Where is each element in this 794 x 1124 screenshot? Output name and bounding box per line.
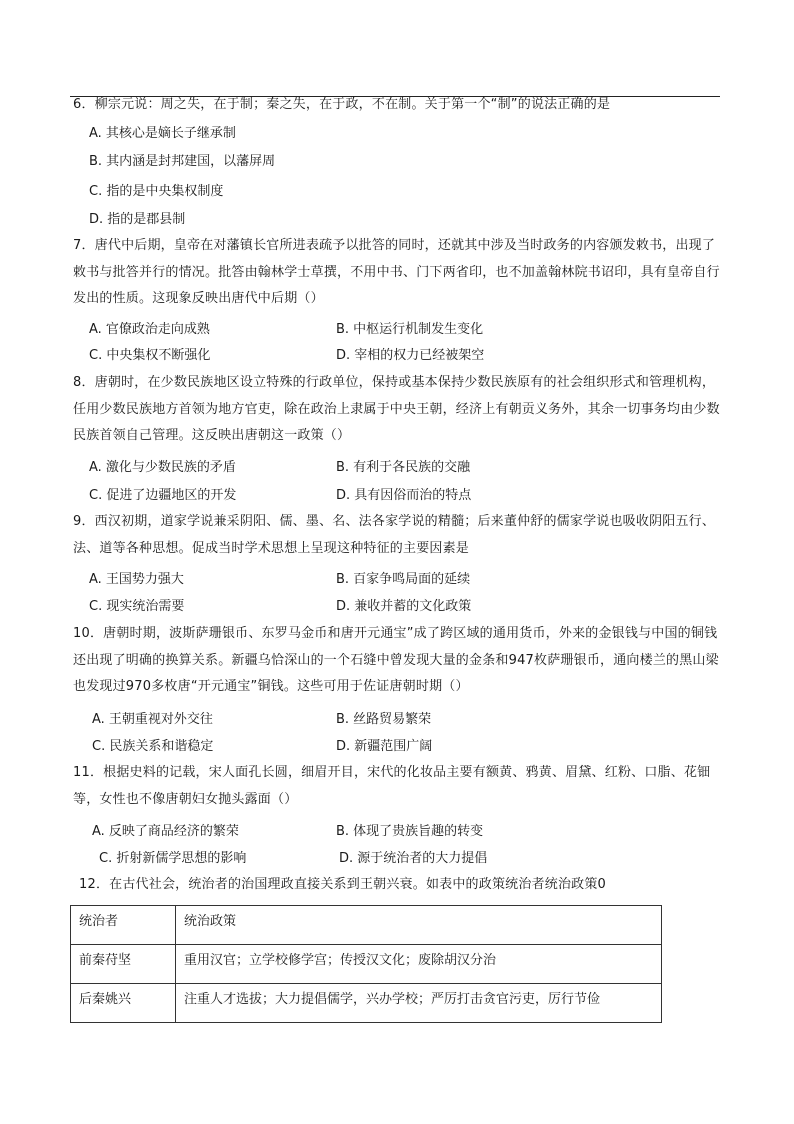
table-cell: 前秦苻坚 xyxy=(71,945,176,984)
q6-option-c: C. 指的是中央集权制度 xyxy=(89,184,224,199)
question-12-stem: 12．在古代社会，统治者的治国理政直接关系到王朝兴衰。如表中的政策统治者统治政策0 xyxy=(79,877,607,892)
table-cell: 注重人才选拔；大力提倡儒学，兴办学校；严厉打击贪官污吏，厉行节俭 xyxy=(176,984,662,1023)
table-row xyxy=(71,945,662,984)
table-row xyxy=(71,984,662,1023)
question-10-stem: 10．唐朝时期，波斯萨珊银币、东罗马金币和唐开元通宝”成了跨区域的通用货币，外来的金银钱与中国的铜钱还出现了明确的换算关系。新疆乌恰深山的一个石缝中曾发现大量的金条和947枚萨珊银币，通向楼兰的黑山梁也发现过970多枚唐“开元通宝”铜钱。这些可用于佐证唐朝时期（） xyxy=(73,626,719,694)
q9-option-c: C. 现实统治需要 xyxy=(89,599,185,614)
table-header-row xyxy=(71,906,662,945)
q6-option-b: B. 其内涵是封邦建国，以藩屏周 xyxy=(89,154,276,169)
q8-option-d: D. 具有因俗而治的特点 xyxy=(336,488,472,503)
q7-option-a: A. 官僚政治走向成熟 xyxy=(89,322,210,337)
q9-option-d: D. 兼收并蓄的文化政策 xyxy=(336,599,472,614)
table-header-cell: 统治者 xyxy=(71,906,176,945)
q11-option-c: C. 折射新儒学思想的影响 xyxy=(99,851,247,866)
q10-option-a: A. 王朝重视对外交往 xyxy=(92,712,213,727)
q8-option-b: B. 有利于各民族的交融 xyxy=(336,460,471,475)
q10-option-c: C. 民族关系和谐稳定 xyxy=(92,739,214,754)
q9-option-a: A. 王国势力强大 xyxy=(89,572,184,587)
table-header-cell: 统治政策 xyxy=(176,906,662,945)
question-6-stem: 6．柳宗元说：周之失，在于制；秦之失，在于政，不在制。关于第一个“制”的说法正确的是 xyxy=(73,97,611,112)
q11-option-a: A. 反映了商品经济的繁荣 xyxy=(92,824,239,839)
q9-option-b: B. 百家争鸣局面的延续 xyxy=(336,572,471,587)
q11-option-b: B. 体现了贵族旨趣的转变 xyxy=(336,824,484,839)
q6-option-d: D. 指的是郡县制 xyxy=(89,212,186,227)
q7-option-d: D. 宰相的权力已经被架空 xyxy=(336,348,485,363)
table-cell: 重用汉官；立学校修学宫；传授汉文化；废除胡汉分治 xyxy=(176,945,662,984)
q10-option-d: D. 新疆范围广阔 xyxy=(336,739,433,754)
question-7-stem: 7．唐代中后期，皇帝在对藩镇长官所进表疏予以批答的同时，还就其中涉及当时政务的内容颁发敕书，出现了敕书与批答并行的情况。批答由翰林学士草撰，不用中书、门下两省印，也不加盖翰林院书诏印，具有皇帝自行发出的性质。这现象反映出唐代中后期（） xyxy=(73,238,720,306)
q7-option-b: B. 中枢运行机制发生变化 xyxy=(336,322,484,337)
q8-option-a: A. 激化与少数民族的矛盾 xyxy=(89,460,236,475)
q6-option-a: A. 其核心是嫡长子继承制 xyxy=(89,126,236,141)
q7-option-c: C. 中央集权不断强化 xyxy=(89,348,211,363)
q11-option-d: D. 源于统治者的大力提倡 xyxy=(339,851,488,866)
table-cell: 后秦姚兴 xyxy=(71,984,176,1023)
policy-table xyxy=(70,905,662,1023)
question-8-stem: 8．唐朝时，在少数民族地区设立特殊的行政单位，保持或基本保持少数民族原有的社会组织形式和管理机构，任用少数民族地方首领为地方官吏，除在政治上隶属于中央王朝，经济上有朝贡义务外，其余一切事务均由少数民族首领自己管理。这反映出唐朝这一政策（） xyxy=(73,375,720,443)
q8-option-c: C. 促进了边疆地区的开发 xyxy=(89,488,237,503)
q10-option-b: B. 丝路贸易繁荣 xyxy=(336,712,432,727)
question-9-stem: 9．西汉初期，道家学说兼采阴阳、儒、墨、名、法各家学说的精髓；后来董仲舒的儒家学说也吸收阴阳五行、法、道等各种思想。促成当时学术思想上呈现这种特征的主要因素是 xyxy=(73,514,716,556)
question-11-stem: 11．根据史料的记载，宋人面孔长圆，细眉开目，宋代的化妆品主要有额黄、鸦黄、眉黛、红粉、口脂、花钿等，女性也不像唐朝妇女抛头露面（） xyxy=(73,765,711,807)
